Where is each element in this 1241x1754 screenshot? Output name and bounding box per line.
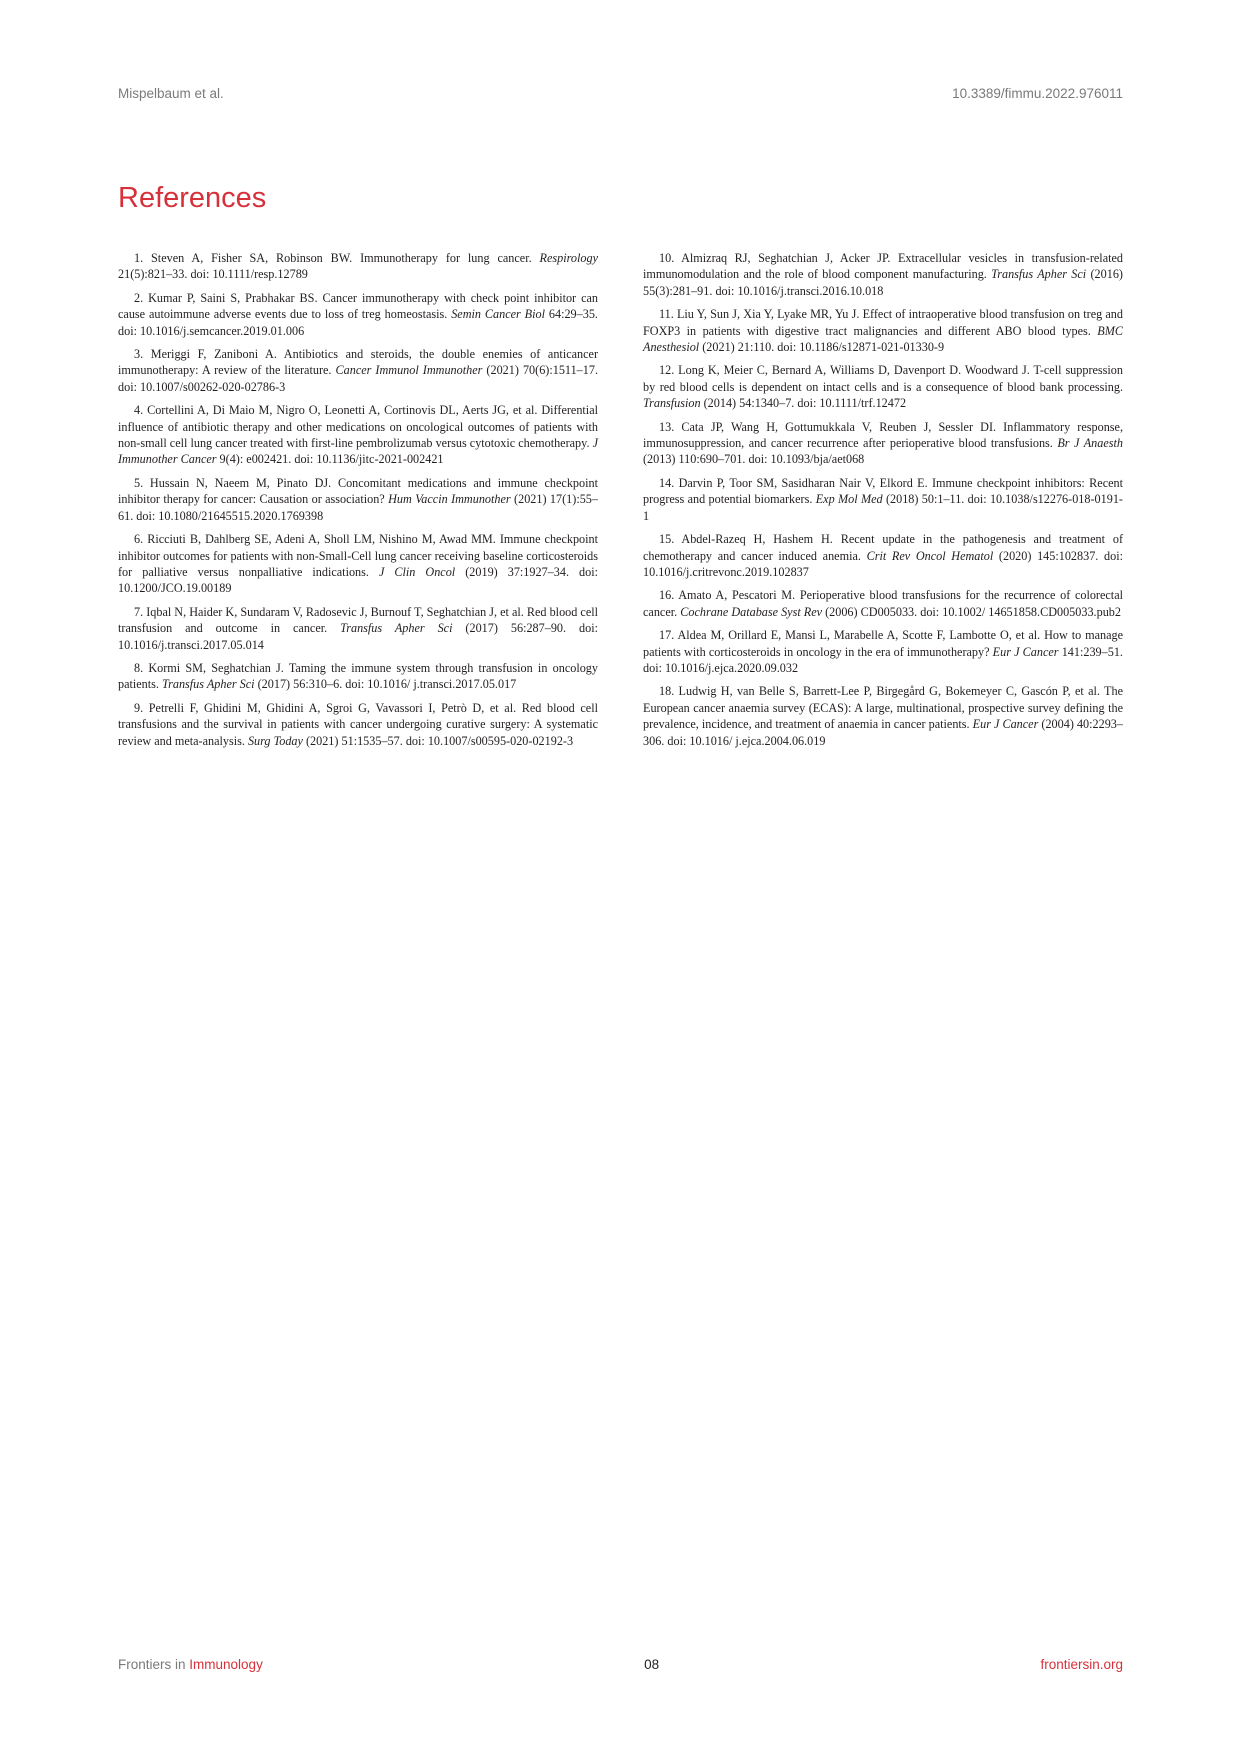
- reference-text: 7. Iqbal N, Haider K, Sundaram V, Radosevic J, Burnouf T, Seghatchian J, et al. Red blood cell transfusion and outcome in cancer.: [118, 604, 598, 636]
- reference-text: 6. Ricciuti B, Dahlberg SE, Adeni A, Sholl LM, Nishino M, Awad MM. Immune checkpoint inhibitor outcomes for patients with non-Small-Cell lung cancer receiving baseline corticosteroids for palliative versus nonpalliative indications.: [118, 532, 598, 579]
- reference-details: (2004) 40:2293–306. doi: 10.1016/ j.ejca.2004.06.019: [643, 717, 1123, 748]
- reference-item: [118, 604, 598, 653]
- reference-text: 9. Petrelli F, Ghidini M, Ghidini A, Sgroi G, Vavassori I, Petrò D, et al. Red blood cell transfusions and the survival in patients with cancer undergoing curative surgery: A systematic review and meta-analysis.: [118, 700, 598, 748]
- reference-text: 1. Steven A, Fisher SA, Robinson BW. Immunotherapy for lung cancer.: [134, 251, 540, 265]
- reference-text: 18. Ludwig H, van Belle S, Barrett-Lee P, Birgegård G, Bokemeyer C, Gascón P, et al. The European cancer anaemia survey (ECAS): A large, multinational, prospective survey defining the prevalence, incidence, and treatment of anaemia in cancer patients.: [643, 684, 1123, 732]
- reference-item: [118, 346, 598, 395]
- reference-text: 12. Long K, Meier C, Bernard A, Williams D, Davenport D. Woodward J. T-cell suppression by red blood cells is dependent on intact cells and is a consequence of blood bank processing.: [643, 363, 1123, 394]
- reference-journal: Transfusion: [643, 396, 701, 411]
- reference-text: 10. Almizraq RJ, Seghatchian J, Acker JP. Extracellular vesicles in transfusion-related immunomodulation and the role of blood component manufacturing.: [643, 251, 1123, 282]
- reference-item: [643, 306, 1123, 355]
- reference-text: 8. Kormi SM, Seghatchian J. Taming the immune system through transfusion in oncology patients.: [118, 660, 598, 692]
- reference-journal: Transfus Apher Sci: [340, 621, 453, 636]
- reference-text: 3. Meriggi F, Zaniboni A. Antibiotics and steroids, the double enemies of anticancer immunotherapy: A review of the literature.: [118, 347, 598, 378]
- reference-details: (2016) 55(3):281–91. doi: 10.1016/j.transci.2016.10.018: [643, 267, 1123, 298]
- reference-details: (2021) 51:1535–57. doi: 10.1007/s00595-020-02192-3: [302, 733, 574, 748]
- reference-journal: J Clin Oncol: [378, 564, 456, 579]
- page-header: [118, 86, 1123, 101]
- reference-details: (2021) 17(1):55–61. doi: 10.1080/21645515.2020.1769398: [118, 492, 598, 523]
- header-authors: Mispelbaum et al.: [118, 86, 224, 101]
- reference-journal: Cancer Immunol Immunother: [335, 363, 483, 378]
- reference-item: [118, 402, 598, 468]
- reference-item: [118, 475, 598, 524]
- reference-journal: BMC Anesthesiol: [643, 323, 1123, 355]
- reference-item: [643, 362, 1123, 411]
- references-columns: [118, 250, 1123, 756]
- reference-text: 16. Amato A, Pescatori M. Perioperative blood transfusions for the recurrence of colorectal cancer.: [643, 588, 1123, 619]
- footer-site-link[interactable]: frontiersin.org: [1040, 1657, 1123, 1672]
- reference-journal: Eur J Cancer: [992, 644, 1059, 659]
- reference-text: 13. Cata JP, Wang H, Gottumukkala V, Reuben J, Sessler DI. Inflammatory response, immunosuppression, and cancer recurrence after perioperative blood transfusions.: [643, 419, 1123, 451]
- footer-journal: [118, 1657, 263, 1672]
- reference-journal: Br J Anaesth: [1057, 436, 1123, 451]
- reference-details: 9(4): e002421. doi: 10.1136/jitc-2021-002421: [216, 452, 444, 467]
- reference-item: [643, 419, 1123, 468]
- reference-item: [118, 660, 598, 693]
- reference-journal: Hum Vaccin Immunother: [388, 492, 511, 507]
- reference-details: (2018) 50:1–11. doi: 10.1038/s12276-018-0191-1: [643, 492, 1123, 523]
- reference-journal: Eur J Cancer: [972, 717, 1039, 732]
- references-left-column: [118, 250, 598, 756]
- reference-details: (2006) CD005033. doi: 10.1002/ 14651858.CD005033.pub2: [822, 604, 1121, 619]
- reference-text: 17. Aldea M, Orillard E, Mansi L, Marabelle A, Scotte F, Lambotte O, et al. How to manage patients with corticosteroids in oncology in the era of immunotherapy?: [643, 628, 1123, 659]
- reference-item: [643, 627, 1123, 676]
- reference-details: (2017) 56:310–6. doi: 10.1016/ j.transci.2017.05.017: [254, 677, 517, 692]
- reference-text: 14. Darvin P, Toor SM, Sasidharan Nair V, Elkord E. Immune checkpoint inhibitors: Recent progress and potential biomarkers.: [643, 475, 1123, 507]
- reference-details: (2017) 56:287–90. doi: 10.1016/j.transci.2017.05.014: [118, 621, 598, 652]
- page-number: 08: [644, 1657, 660, 1672]
- reference-text: 2. Kumar P, Saini S, Prabhakar BS. Cancer immunotherapy with check point inhibitor can cause autoimmune adverse events due to loss of treg homeostasis.: [118, 290, 598, 322]
- reference-text: 4. Cortellini A, Di Maio M, Nigro O, Leonetti A, Cortinovis DL, Aerts JG, et al. Differential influence of antibiotic therapy and other medications on oncological outcomes of patients with non-small cell lung cancer treated with first-line pembrolizumab versus cytotoxic chemotherapy.: [118, 403, 598, 451]
- reference-journal: Respirology: [539, 251, 598, 265]
- reference-text: 11. Liu Y, Sun J, Xia Y, Lyake MR, Yu J. Effect of intraoperative blood transfusion on treg and FOXP3 in patients with digestive tract malignancies and different ABO blood types.: [643, 307, 1123, 338]
- reference-details: 21(5):821–33. doi: 10.1111/resp.12789: [118, 267, 308, 282]
- reference-details: 141:239–51. doi: 10.1016/j.ejca.2020.09.032: [643, 644, 1123, 675]
- reference-details: (2013) 110:690–701. doi: 10.1093/bja/aet068: [643, 452, 865, 467]
- reference-item: [643, 683, 1123, 749]
- reference-journal: Crit Rev Oncol Hematol: [866, 548, 994, 563]
- reference-details: (2014) 54:1340–7. doi: 10.1111/trf.12472: [700, 396, 907, 411]
- reference-item: [643, 250, 1123, 299]
- reference-details: (2021) 21:110. doi: 10.1186/s12871-021-01330-9: [699, 340, 945, 355]
- reference-item: [118, 290, 598, 339]
- reference-item: [643, 587, 1123, 620]
- reference-item: [118, 531, 598, 597]
- section-title: References: [118, 182, 267, 214]
- reference-item: [118, 250, 598, 283]
- reference-details: (2019) 37:1927–34. doi: 10.1200/JCO.19.00189: [118, 564, 598, 596]
- reference-details: (2020) 145:102837. doi: 10.1016/j.critrevonc.2019.102837: [643, 548, 1123, 579]
- reference-details: (2021) 70(6):1511–17. doi: 10.1007/s00262-020-02786-3: [118, 363, 598, 394]
- reference-journal: Surg Today: [247, 733, 303, 748]
- references-right-column: [643, 250, 1123, 756]
- reference-journal: Transfus Apher Sci: [991, 267, 1087, 282]
- reference-journal: Semin Cancer Biol: [451, 307, 545, 322]
- reference-journal: Transfus Apher Sci: [162, 677, 255, 692]
- reference-journal: J Immunother Cancer: [118, 436, 598, 467]
- footer-journal-prefix: Frontiers in: [118, 1657, 190, 1672]
- reference-item: [643, 475, 1123, 524]
- footer-journal-name: Immunology: [189, 1657, 263, 1672]
- reference-text: 15. Abdel-Razeq H, Hashem H. Recent update in the pathogenesis and treatment of chemotherapy and cancer induced anemia.: [643, 532, 1123, 563]
- reference-item: [643, 531, 1123, 580]
- reference-journal: Exp Mol Med: [815, 492, 883, 507]
- reference-item: [118, 700, 598, 749]
- reference-text: 5. Hussain N, Naeem M, Pinato DJ. Concomitant medications and immune checkpoint inhibitor therapy for cancer: Causation or association?: [118, 475, 598, 507]
- header-doi: 10.3389/fimmu.2022.976011: [952, 86, 1123, 101]
- reference-journal: Cochrane Database Syst Rev: [680, 604, 823, 619]
- page-footer: [118, 1657, 1123, 1672]
- reference-details: 64:29–35. doi: 10.1016/j.semcancer.2019.01.006: [118, 307, 598, 338]
